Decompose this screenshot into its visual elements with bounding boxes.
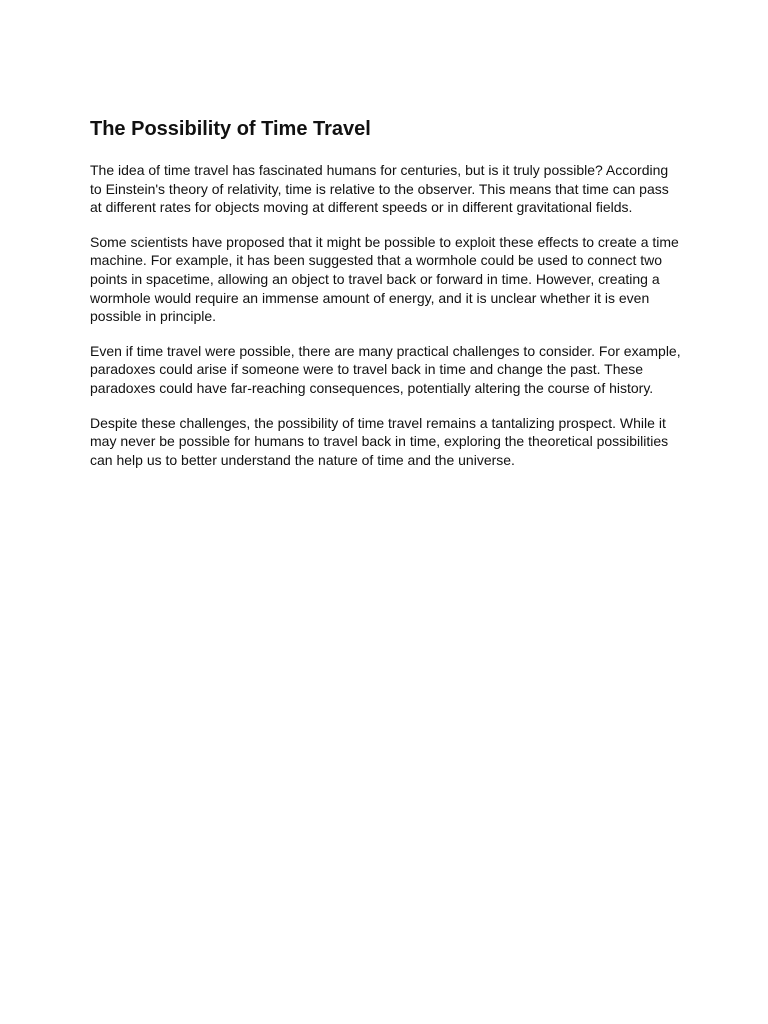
- document-body: [90, 116, 682, 485]
- document-title: The Possibility of Time Travel: [90, 118, 371, 140]
- paragraph-1: The idea of time travel has fascinated humans for centuries, but is it truly possible? According to Einstein's theory of relativity, time is relative to the observer. This means that time can pass at different rates for objects moving at different speeds or in different gravitational fields.: [90, 162, 669, 216]
- paragraph-2: Some scientists have proposed that it might be possible to exploit these effects to create a time machine. For example, it has been suggested that a wormhole could be used to connect two points in spacetime, allowing an object to travel back or forward in time. However, creating a wormhole would require an immense amount of energy, and it is unclear whether it is even possible in principle.: [90, 233, 679, 325]
- paragraph-4: Despite these challenges, the possibility of time travel remains a tantalizing prospect. While it may never be possible for humans to travel back in time, exploring the theoretical possibilities can help us to better understand the nature of time and the universe.: [90, 414, 669, 468]
- paragraph-3: Even if time travel were possible, there are many practical challenges to consider. For example, paradoxes could arise if someone were to travel back in time and change the past. These paradoxes could have far-reaching consequences, potentially altering the course of history.: [90, 342, 681, 396]
